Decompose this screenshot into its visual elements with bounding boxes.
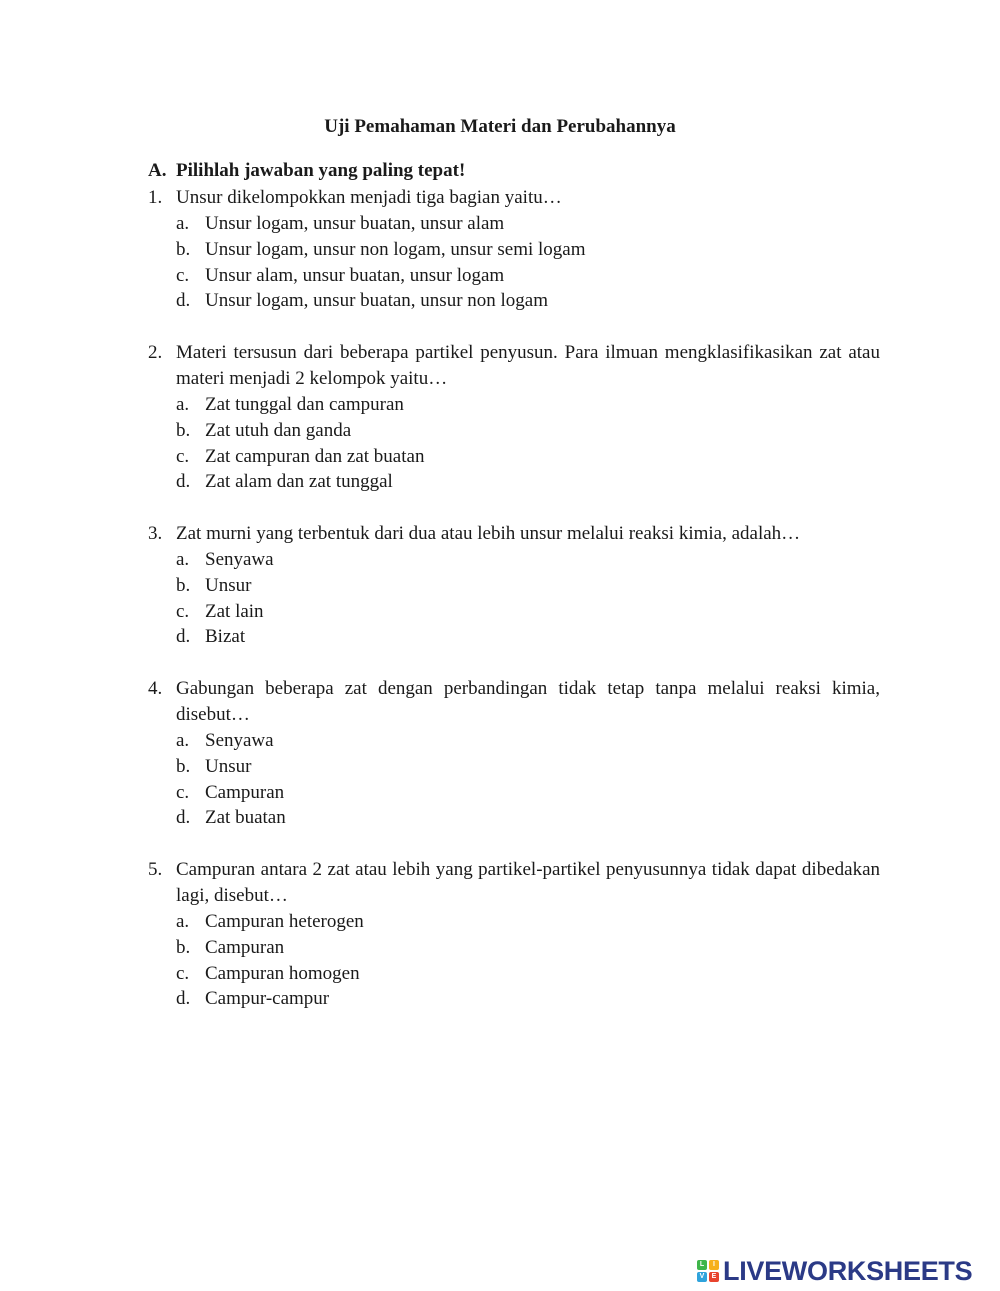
- logo-mark-tile: L: [697, 1260, 707, 1270]
- option-text: Zat lain: [205, 600, 264, 622]
- logo-mark-tile: V: [697, 1272, 707, 1282]
- option-c[interactable]: [176, 263, 880, 289]
- section-number: A.: [148, 160, 167, 181]
- option-text: Campuran heterogen: [205, 911, 364, 932]
- page-title: Uji Pemahaman Materi dan Perubahannya: [324, 116, 676, 137]
- question-number: 5.: [148, 859, 163, 880]
- option-letter: a.: [176, 213, 190, 234]
- option-a[interactable]: [176, 547, 880, 573]
- option-text: Zat campuran dan zat buatan: [205, 445, 425, 467]
- option-d[interactable]: [176, 624, 880, 650]
- option-a[interactable]: [176, 211, 880, 237]
- options-list: [176, 392, 880, 495]
- option-d[interactable]: [176, 288, 880, 314]
- question-text: Zat murni yang terbentuk dari dua atau lebih unsur melalui reaksi kimia, adalah…: [176, 523, 801, 544]
- option-b[interactable]: [176, 418, 880, 444]
- option-text: Unsur alam, unsur buatan, unsur logam: [205, 264, 505, 286]
- option-b[interactable]: [176, 237, 880, 263]
- option-text: Zat alam dan zat tunggal: [205, 471, 393, 493]
- question-text: Unsur dikelompokkan menjadi tiga bagian yaitu…: [176, 187, 562, 208]
- question-text: Campuran antara 2 zat atau lebih yang partikel-partikel penyusunnya tidak dapat dibedakan lagi, disebut…: [176, 859, 880, 906]
- option-letter: c.: [176, 264, 190, 286]
- option-text: Unsur logam, unsur non logam, unsur semi logam: [205, 238, 586, 260]
- option-text: Campuran: [205, 936, 285, 958]
- option-b[interactable]: [176, 754, 880, 780]
- option-letter: b.: [176, 238, 191, 260]
- question-4: [148, 676, 880, 831]
- option-text: Bizat: [205, 626, 246, 648]
- option-a[interactable]: [176, 909, 880, 935]
- option-letter: c.: [176, 781, 190, 803]
- option-letter: c.: [176, 445, 190, 467]
- question-number: 4.: [148, 678, 163, 699]
- question-text: Materi tersusun dari beberapa partikel penyusun. Para ilmuan mengklasifikasikan zat atau materi menjadi 2 kelompok yaitu…: [176, 342, 880, 389]
- option-letter: c.: [176, 600, 190, 622]
- option-c[interactable]: [176, 961, 880, 987]
- option-c[interactable]: [176, 780, 880, 806]
- option-letter: d.: [176, 807, 191, 829]
- section-instruction: Pilihlah jawaban yang paling tepat!: [176, 160, 466, 181]
- option-letter: b.: [176, 936, 191, 958]
- question-text: Gabungan beberapa zat dengan perbandingan tidak tetap tanpa melalui reaksi kimia, disebut…: [176, 678, 880, 725]
- option-text: Unsur logam, unsur buatan, unsur alam: [205, 213, 505, 234]
- option-text: Senyawa: [205, 549, 274, 570]
- options-list: [176, 909, 880, 1012]
- section-heading: [148, 160, 465, 182]
- option-text: Campuran: [205, 781, 285, 803]
- option-d[interactable]: [176, 805, 880, 831]
- logo-mark-tile: E: [709, 1272, 719, 1282]
- logo-mark-tile: I: [709, 1260, 719, 1270]
- option-text: Campuran homogen: [205, 962, 360, 984]
- option-letter: b.: [176, 419, 191, 441]
- liveworksheets-logo[interactable]: [697, 1255, 972, 1287]
- option-letter: d.: [176, 290, 191, 312]
- option-a[interactable]: [176, 728, 880, 754]
- option-letter: c.: [176, 962, 190, 984]
- question-5: [148, 857, 880, 1012]
- option-text: Unsur: [205, 574, 252, 596]
- question-number: 3.: [148, 523, 163, 544]
- option-text: Zat utuh dan ganda: [205, 419, 352, 441]
- option-d[interactable]: [176, 986, 880, 1012]
- option-text: Unsur: [205, 755, 252, 777]
- option-c[interactable]: [176, 599, 880, 625]
- option-letter: a.: [176, 394, 190, 415]
- option-text: Zat tunggal dan campuran: [205, 394, 404, 415]
- option-letter: a.: [176, 730, 190, 751]
- option-letter: d.: [176, 988, 191, 1010]
- option-letter: d.: [176, 471, 191, 493]
- question-number: 1.: [148, 187, 163, 208]
- option-letter: b.: [176, 574, 191, 596]
- question-number: 2.: [148, 342, 163, 363]
- question-1: [148, 185, 880, 314]
- option-text: Zat buatan: [205, 807, 286, 829]
- option-d[interactable]: [176, 469, 880, 495]
- option-b[interactable]: [176, 935, 880, 961]
- option-letter: a.: [176, 549, 190, 570]
- question-2: [148, 340, 880, 495]
- options-list: [176, 547, 880, 650]
- options-list: [176, 728, 880, 831]
- option-letter: b.: [176, 755, 191, 777]
- option-letter: a.: [176, 911, 190, 932]
- option-text: Senyawa: [205, 730, 274, 751]
- option-b[interactable]: [176, 573, 880, 599]
- option-a[interactable]: [176, 392, 880, 418]
- options-list: [176, 211, 880, 314]
- logo-text: LIVEWORKSHEETS: [723, 1255, 973, 1286]
- option-letter: d.: [176, 626, 191, 648]
- logo-mark-icon: [697, 1260, 719, 1282]
- question-3: [148, 521, 880, 650]
- option-text: Unsur logam, unsur buatan, unsur non logam: [205, 290, 549, 312]
- option-c[interactable]: [176, 444, 880, 470]
- option-text: Campur-campur: [205, 988, 330, 1010]
